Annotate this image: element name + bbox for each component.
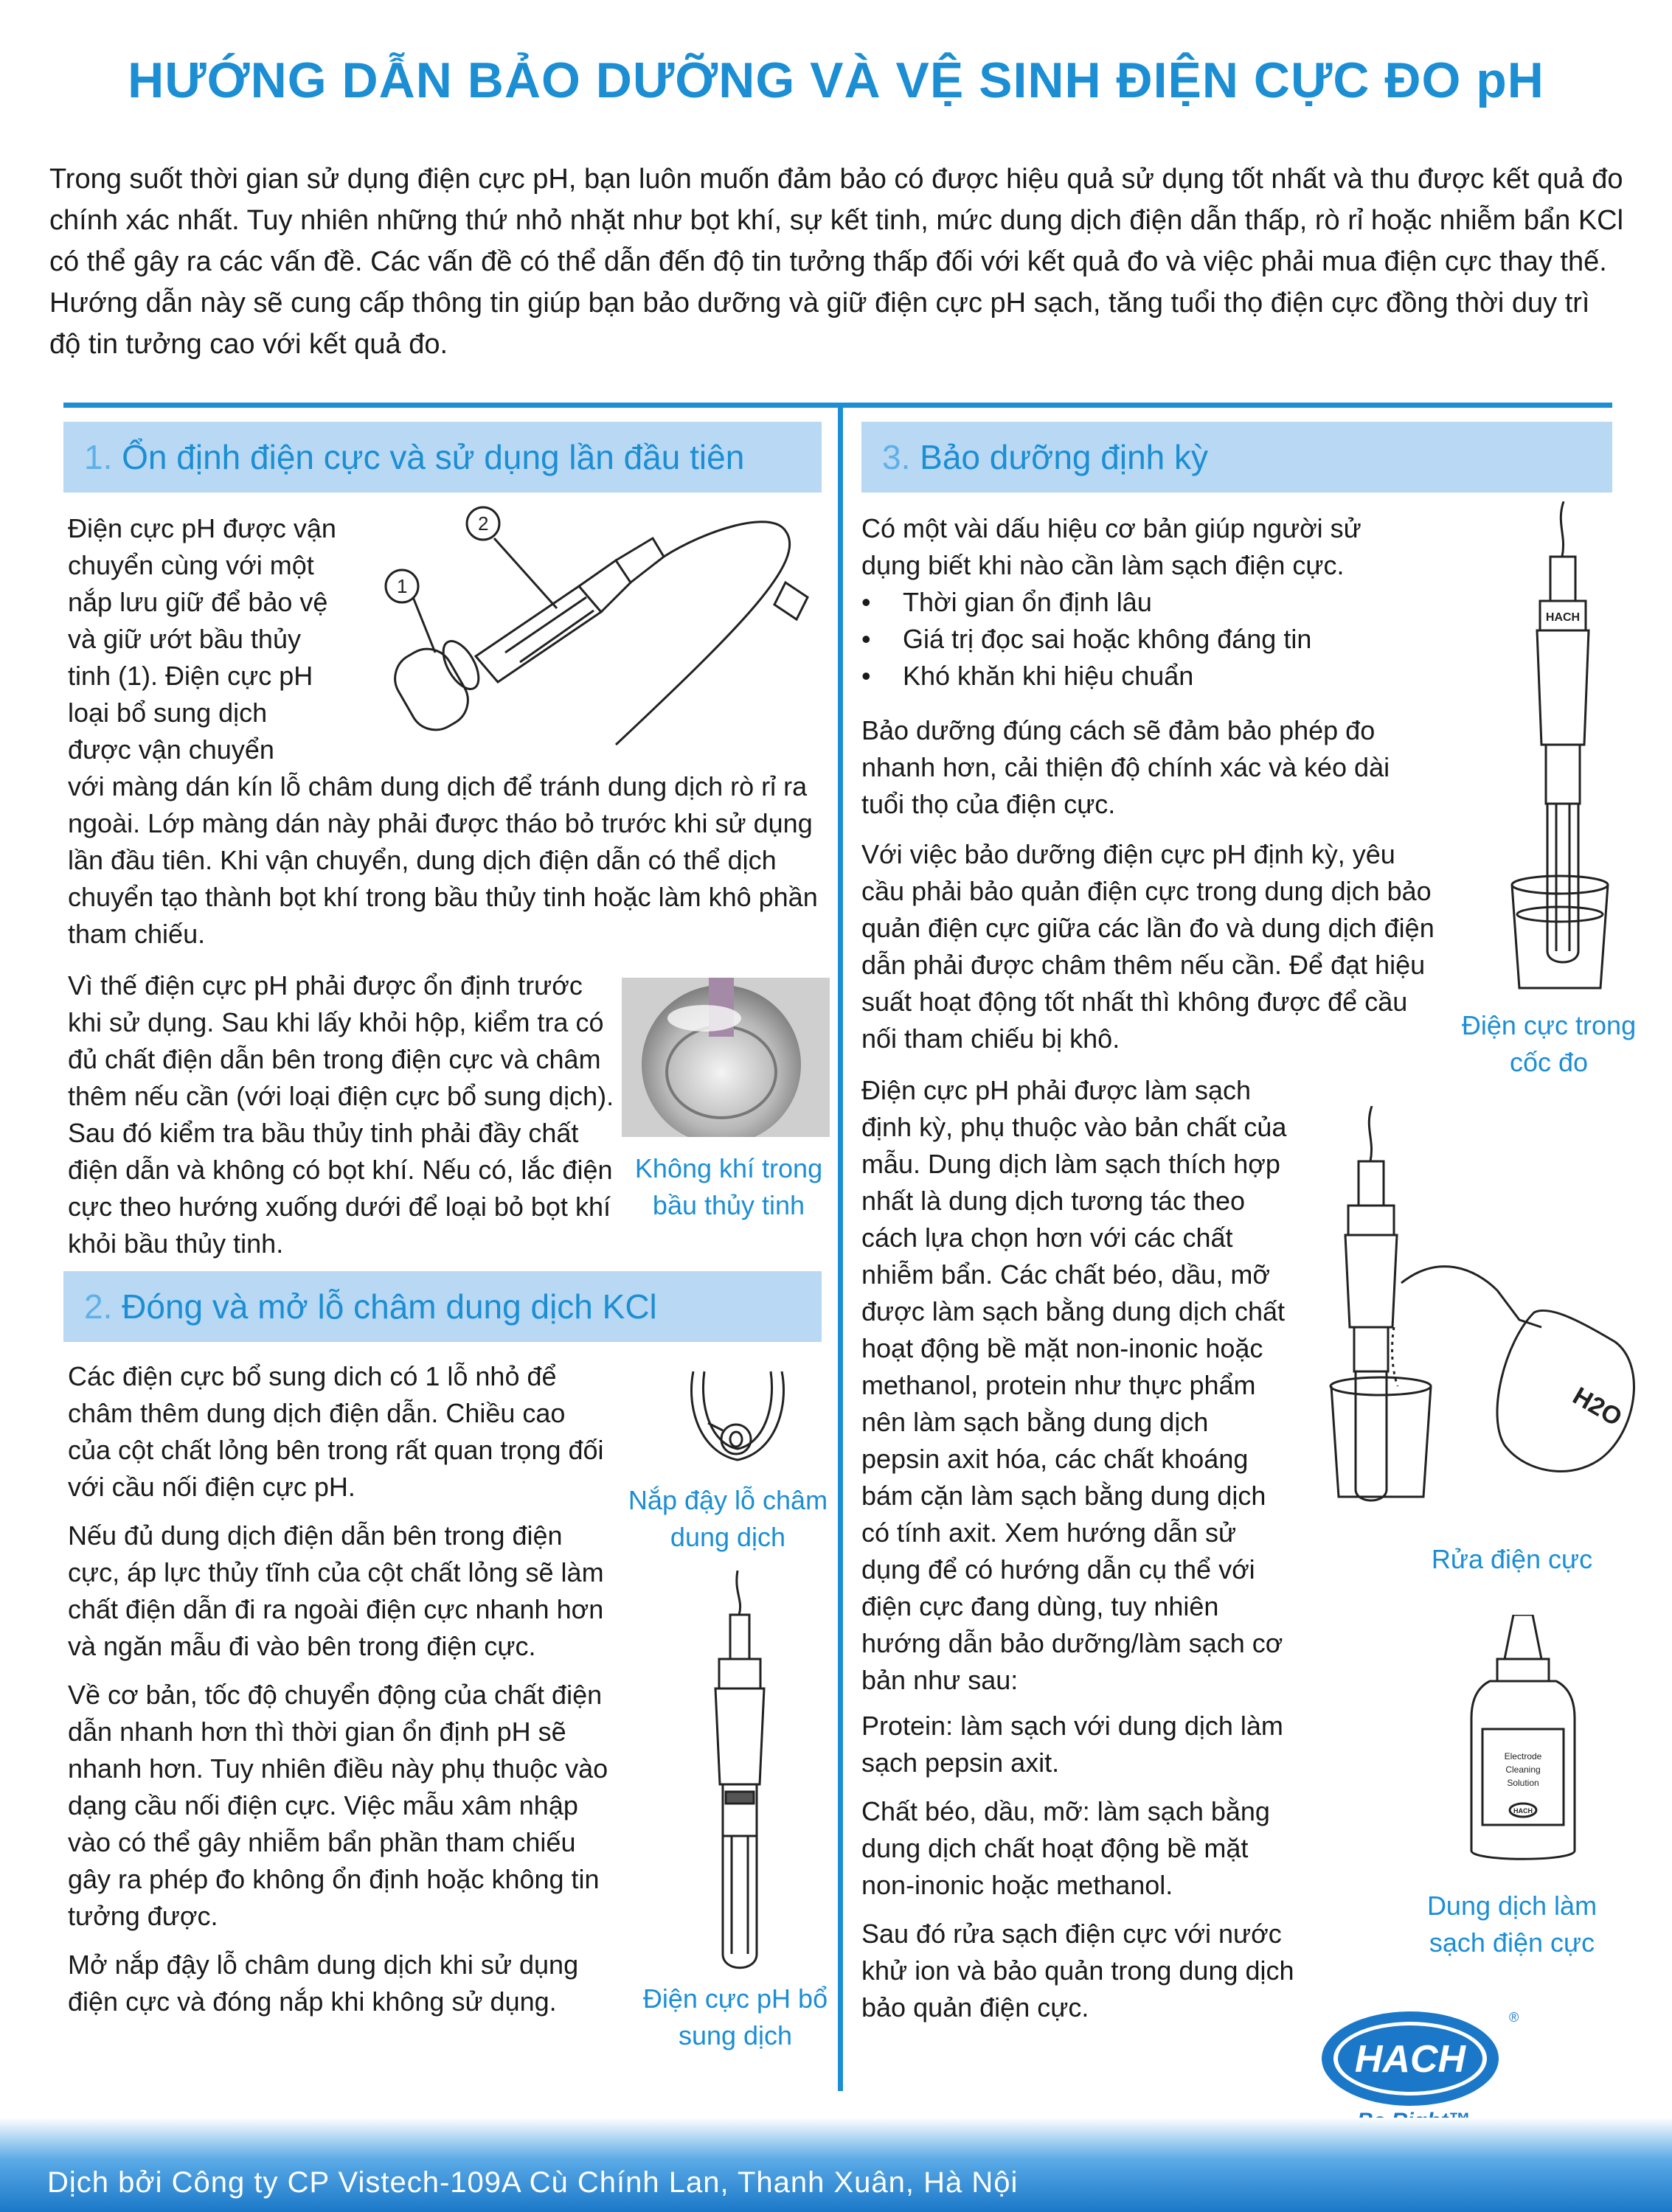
section-3-header <box>861 422 1612 493</box>
section-2-heading: Đóng và mở lỗ châm dung dịch KCl <box>122 1287 657 1326</box>
section-1-para1-rest: với màng dán kín lỗ châm dung dịch để tránh dung dịch rò rỉ ra ngoài. Lớp màng dán này phải được tháo bỏ trước khi sử dụng lần đầu tiên. Khi vận chuyển, dung dịch điện dẫn có thể dịch chuyển tạo thành bọt khí trong bầu thủy tinh hoặc làm khô phần tham chiếu. <box>68 771 818 949</box>
section-3-top-text <box>861 510 1422 695</box>
section-2-para3: Về cơ bản, tốc độ chuyển động của chất điện dẫn nhanh hơn thì thời gian ổn định pH sẽ nhanh hơn. Tuy nhiên điều này phụ thuộc vào dạng cầu nối điện cực. Việc mẫu xâm nhập vào có thể gây nhiễm bẩn phần tham chiếu gây ra phép đo không ổn định hoặc không tin tưởng được. <box>68 1680 608 1931</box>
section-1-header <box>63 422 822 493</box>
hach-logo <box>1319 2007 1525 2118</box>
caption-beaker: Điện cực trong cốc đo <box>1461 1010 1637 1077</box>
footer-text: Dịch bởi Công ty CP Vistech-109A Cù Chính Lan, Thanh Xuân, Hà Nội <box>47 2166 1019 2199</box>
callout-2: 2 <box>478 512 489 535</box>
solution-label-2: Cleaning <box>1505 1764 1541 1775</box>
intro-paragraph: Trong suốt thời gian sử dụng điện cực pH, bạn luôn muốn đảm bảo có được hiệu quả sử dụng tốt nhất và thu được kết quả đo chính xác nhất. Tuy nhiên những thứ nhỏ nhặt như bọt khí, sự kết tinh, mức dung dịch điện dẫn thấp, rò rỉ hoặc nhiễm bẩn KCl có thể gây ra các vấn đề. Các vấn đề có thể dẫn đến độ tin tưởng thấp đối với kết quả đo và việc phải mua điện cực thay thế. Hướng dẫn này sẽ cung cấp thông tin giúp bạn bảo dưỡng và giữ điện cực pH sạch, tăng tuổi thọ điện cực đồng thời duy trì độ tin tưởng cao với kết quả đo. <box>49 164 1624 360</box>
section-2-text <box>68 1358 614 2032</box>
caption-refill: Điện cực pH bổ sung dịch <box>642 1983 828 2051</box>
fill-hole-cap-illustration <box>679 1357 797 1475</box>
section-3-number: 3. <box>882 438 911 476</box>
registered-mark: ® <box>1509 2010 1519 2025</box>
caption-rinse: Rửa điện cực <box>1431 1544 1593 1574</box>
section-2-para1: Các điện cực bổ sung dich có 1 lỗ nhỏ để châm thêm dung dịch điện dẫn. Chiều cao của cột chất lỏng bên trong rất quan trọng đối với cầu nối điện cực pH. <box>68 1361 604 1502</box>
electrode-in-beaker-illustration <box>1505 501 1615 995</box>
sign-list <box>861 584 1422 695</box>
section-2-para2: Nếu đủ dung dịch điện dẫn bên trong điện cực, áp lực thủy tĩnh của cột chất lỏng sẽ làm chất điện dẫn đi ra ngoài điện cực nhanh hơn và ngăn mẫu đi vào bên trong điện cực. <box>68 1520 604 1661</box>
section-3-para6: Chất béo, dầu, mỡ: làm sạch bằng dung dịch chất hoạt động bề mặt non-inonic hoặc methanol. <box>861 1796 1270 1900</box>
caption-fill-cap: Nắp đậy lỗ châm dung dịch <box>628 1485 828 1552</box>
rinse-electrode-illustration <box>1328 1106 1645 1519</box>
text-line: nắp lưu giữ để bảo vệ <box>68 587 328 617</box>
text-line: chuyển cùng với một <box>68 550 314 580</box>
section-3-para3: Với việc bảo dưỡng điện cực pH định kỳ, yêu cầu phải bảo quản điện cực trong dung dịch bảo quản điện cực giữa các lần đo và dung dịch điện dẫn phải được châm thêm nếu cần. Để đạt hiệu suất hoạt động tốt nhất thì không được để cầu nối tham chiếu bị khô. <box>861 839 1435 1054</box>
section-3-para5: Protein: làm sạch với dung dịch làm sạch pepsin axit. <box>861 1711 1283 1778</box>
solution-label-1: Electrode <box>1504 1751 1542 1761</box>
list-item: • Thời gian ổn định lâu <box>903 584 1422 621</box>
callout-1: 1 <box>397 575 408 597</box>
section-1-heading: Ổn định điện cực và sử dụng lần đầu tiên <box>122 438 745 476</box>
section-2-para4: Mở nắp đậy lỗ châm dung dịch khi sử dụng điện cực và đóng nắp khi không sử dụng. <box>68 1950 579 2017</box>
section-3-para7: Sau đó rửa sạch điện cực với nước khử ion và bảo quản trong dung dịch bảo quản điện cực. <box>861 1919 1294 2023</box>
section-2-header <box>63 1271 822 1342</box>
cleaning-solution-bottle-illustration <box>1468 1615 1578 1865</box>
section-1-para1-head <box>68 510 363 768</box>
solution-label-3: Solution <box>1507 1778 1539 1788</box>
section-3-tail <box>861 1708 1304 2038</box>
section-2-number: 2. <box>84 1287 113 1326</box>
text-line: Điện cực pH được vận <box>68 513 336 543</box>
section-3-para2: Bảo dưỡng đúng cách sẽ đảm bảo phép đo nhanh hơn, cải thiện độ chính xác và kéo dài tuổi thọ của điện cực. <box>861 715 1390 819</box>
text-line: và giữ ướt bầu thủy <box>68 624 301 654</box>
column-divider <box>838 403 843 2091</box>
section-3-intro: Có một vài dấu hiệu cơ bản giúp người sử dụng biết khi nào cần làm sạch điện cực. <box>861 513 1361 580</box>
section-3-heading: Bảo dưỡng định kỳ <box>920 438 1209 476</box>
glass-bulb-photo <box>622 978 830 1137</box>
caption-bubble: Không khí trong bầu thủy tinh <box>634 1153 823 1220</box>
solution-brand: HACH <box>1513 1807 1533 1815</box>
bottle-label: H2O <box>1568 1382 1627 1432</box>
list-item: • Khó khăn khi hiệu chuẩn <box>903 658 1422 695</box>
text-line: được vận chuyển <box>68 734 274 765</box>
section-1-para2: Vì thế điện cực pH phải được ổn định trước khi sử dụng. Sau khi lấy khỏi hộp, kiểm tra có đủ chất điện dẫn bên trong điện cực và châm thêm nếu cần (với loại điện cực bổ sung dịch). Sau đó kiểm tra bầu thủy tinh phải đầy chất điện dẫn và không có bọt khí. Nếu có, lắc điện cực theo hướng xuống dưới để loại bỏ bọt khí khỏi bầu thủy tinh. <box>68 970 614 1259</box>
caption-solution: Dung dịch làm sạch điện cực <box>1426 1891 1598 1958</box>
text-line: loại bổ sung dịch <box>68 698 268 728</box>
page-title: HƯỚNG DẪN BẢO DƯỠNG VÀ VỆ SINH ĐIỆN CỰC ĐO pH <box>128 52 1544 108</box>
text-line: tinh (1). Điện cực pH <box>68 661 313 691</box>
probe-brand: HACH <box>1545 611 1581 624</box>
refillable-electrode-illustration <box>693 1571 789 1976</box>
section-3-para4: Điện cực pH phải được làm sạch định kỳ, phụ thuộc vào bản chất của mẫu. Dung dịch làm sạch thích hợp nhất là dung dịch tương tác theo cách lựa chọn hơn với các chất nhiễm bẩn. Các chất béo, dầu, mỡ được làm sạch bằng dung dịch chất hoạt động bề mặt non-inonic hoặc methanol, protein như thực phẩm nên làm sạch bằng dung dịch pepsin axit hóa, các chất khoáng bám cặn làm sạch bằng dung dịch có tính axit. Xem hướng dẫn sử dụng để có hướng dẫn cụ thể với điện cực đang dùng, tuy nhiên hướng dẫn bảo dưỡng/làm sạch cơ bản như sau: <box>861 1075 1287 1695</box>
electrode-storage-cap-illustration <box>372 501 822 752</box>
section-1-number: 1. <box>84 438 113 476</box>
list-item: • Giá trị đọc sai hoặc không đáng tin <box>903 621 1422 658</box>
logo-text: HACH <box>1354 2038 1466 2081</box>
